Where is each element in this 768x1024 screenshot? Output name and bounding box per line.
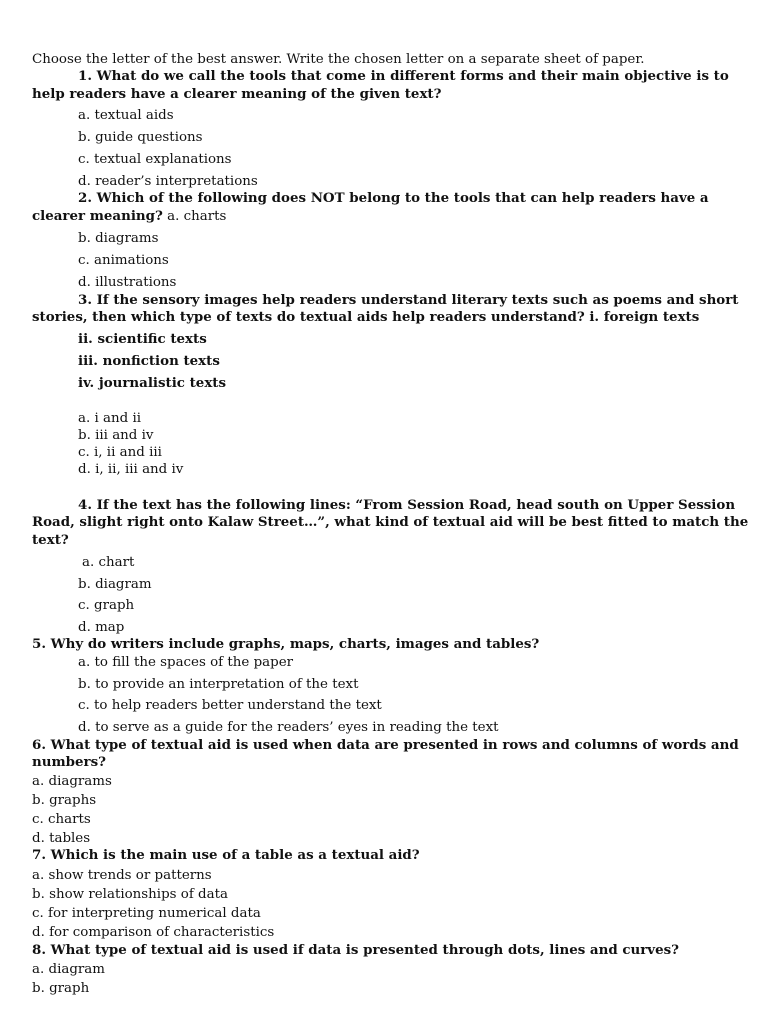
question-3-option-iii: iii. nonfiction texts (78, 353, 220, 369)
question-8-choice-b: b. graph (32, 981, 90, 996)
question-4-choice-a: a. chart (82, 555, 135, 570)
question-2-stem-line-1: 2. Which of the following does NOT belong to the tools that can help readers have a (78, 190, 709, 206)
question-3-option-ii: ii. scientific texts (78, 331, 207, 347)
question-5-choice-c: c. to help readers better understand the text (78, 698, 382, 713)
question-4-choice-b: b. diagram (78, 577, 152, 592)
question-3-choice-b: b. iii and iv (78, 428, 154, 443)
question-5-stem: 5. Why do writers include graphs, maps, charts, images and tables? (32, 636, 540, 652)
question-1-stem-line-1: 1. What do we call the tools that come in different forms and their main objective is to (78, 68, 729, 84)
question-7-choice-a: a. show trends or patterns (32, 868, 212, 883)
question-2-choice-d: d. illustrations (78, 275, 177, 290)
question-6-stem-line-1: 6. What type of textual aid is used when data are presented in rows and columns of words and (32, 737, 739, 753)
question-2-stem-end: clearer meaning? (32, 208, 163, 224)
question-7-stem: 7. Which is the main use of a table as a textual aid? (32, 847, 420, 863)
question-1-choice-b: b. guide questions (78, 130, 203, 145)
question-2-stem-line-2 (32, 208, 756, 225)
question-1-choice-d: d. reader’s interpretations (78, 174, 258, 189)
question-3-stem-line-2: stories, then which type of texts do textual aids help readers understand? i. foreign texts (32, 309, 700, 325)
question-3-choice-d: d. i, ii, iii and iv (78, 462, 184, 477)
question-1-choice-c: c. textual explanations (78, 152, 232, 167)
question-8-stem: 8. What type of textual aid is used if data is presented through dots, lines and curves? (32, 942, 679, 958)
question-4-choice-d: d. map (78, 620, 125, 635)
question-4-stem-line-1: 4. If the text has the following lines: “From Session Road, head south on Upper Session (78, 497, 736, 513)
question-7-choice-d: d. for comparison of characteristics (32, 925, 275, 940)
question-2-choice-a: a. charts (162, 209, 227, 224)
instructions: Choose the letter of the best answer. Write the chosen letter on a separate sheet of paper. (32, 52, 645, 67)
question-3-choice-a: a. i and ii (78, 411, 142, 426)
question-5-choice-a: a. to fill the spaces of the paper (78, 655, 294, 670)
question-5-choice-b: b. to provide an interpretation of the text (78, 677, 359, 692)
question-2-choice-b: b. diagrams (78, 231, 159, 246)
question-7-choice-b: b. show relationships of data (32, 887, 228, 902)
question-6-choice-c: c. charts (32, 812, 91, 827)
question-3-stem-line-1: 3. If the sensory images help readers understand literary texts such as poems and short (78, 292, 739, 308)
question-6-stem-line-2: numbers? (32, 754, 106, 770)
question-5-choice-d: d. to serve as a guide for the readers’ eyes in reading the text (78, 720, 499, 735)
question-6-choice-a: a. diagrams (32, 774, 112, 789)
question-3-choice-c: c. i, ii and iii (78, 445, 162, 460)
question-3-option-iv: iv. journalistic texts (78, 375, 227, 391)
question-8-choice-a: a. diagram (32, 962, 105, 977)
question-6-choice-d: d. tables (32, 831, 91, 846)
question-7-choice-c: c. for interpreting numerical data (32, 906, 261, 921)
question-1-stem-line-2: help readers have a clearer meaning of the given text? (32, 86, 442, 102)
question-4-choice-c: c. graph (78, 598, 135, 613)
question-2-choice-c: c. animations (78, 253, 169, 268)
question-4-stem-line-3: text? (32, 532, 69, 548)
question-6-choice-b: b. graphs (32, 793, 97, 808)
question-1-choice-a: a. textual aids (78, 108, 174, 123)
question-4-stem-line-2: Road, slight right onto Kalaw Street…”, what kind of textual aid will be best fitted to match the (32, 514, 749, 530)
